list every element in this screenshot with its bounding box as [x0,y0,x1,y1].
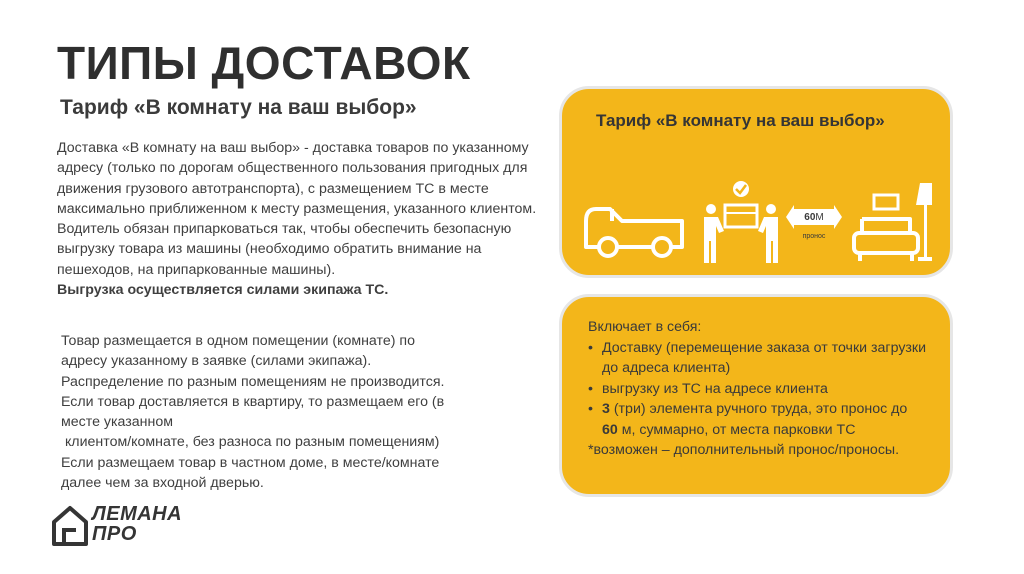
list-item-text: м, суммарно, от места парковки ТС [617,421,856,438]
list-item [588,399,933,440]
placement-line-3: Распределение по разным помещениям не производится. [61,373,445,390]
bullet-mark: • [588,401,593,417]
placement-line-1: Товар размещается в одном помещении (комнате) по [61,333,415,349]
description-paragraph [57,138,547,300]
list-item-bold: 3 [602,401,610,417]
list-item [588,338,933,379]
placement-line-6: Если размещаем товар в частном доме, в месте/комнате далее чем за входной дверью. [61,454,440,492]
sofa-icon [854,219,918,261]
list-item-text: выгрузку из ТС на адресе клиента [602,380,828,397]
tariff-illustration-card [559,86,953,278]
bullet-mark: • [588,339,593,356]
tariff-card-title: Тариф «В комнату на ваш выбор» [596,111,885,130]
description-text-1: Доставка «В комнату на ваш выбор» - доставка товаров по указанному адресу (только по дорогам общественного пользования пригодных для движения грузового автотранспорта), с размещением ТС в месте максимально приближенном к месту размещения, указанного клиентом. [57,140,537,217]
delivery-illustration [582,179,932,269]
logo-line-1: ЛЕМАНА [92,503,183,525]
company-logo [52,502,202,548]
description-text-2: Водитель обязан припарковаться так, чтобы обеспечить безопасную выгрузку товара из машины (необходимо обратить внимание на пешеходов, на припаркованные машины). [57,221,512,278]
bullet-mark: • [588,380,593,397]
house-logo-icon [52,504,88,546]
list-item [588,379,933,400]
placement-line-5: клиентом/комнате, без разноса по разным помещениям) [61,434,440,451]
distance-value: 60М [804,212,824,223]
truck-icon [586,209,682,256]
page-subtitle: Тариф «В комнату на ваш выбор» [60,96,417,119]
list-item-text: Доставку (перемещение заказа от точки загрузки до адреса клиента) [602,339,927,376]
placement-line-4: Если товар доставляется в квартиру, то размещаем его (в месте указанном [61,393,445,431]
logo-text [92,504,182,544]
distance-badge [786,205,842,240]
placement-line-2: адресу указанному в заявке (силами экипажа). [61,353,372,370]
logo-line-2: ПРО [92,523,137,545]
list-item-text: (три) элемента ручного труда, это пронос до [609,401,908,417]
movers-with-box-icon [704,204,778,263]
includes-list [588,338,933,441]
tariff-includes-card [559,294,953,497]
checkmark-icon [733,181,749,197]
list-item-bold: 60 [602,421,618,438]
includes-intro: Включает в себя: [588,319,702,335]
includes-footnote: *возможен – дополнительный пронос/проносы. [588,442,900,458]
picture-frame-icon [874,195,898,209]
placement-paragraph [61,331,481,493]
distance-caption: пронос [802,233,826,240]
page-title: ТИПЫ ДОСТАВОК [57,37,471,89]
description-text-3: Выгрузка осуществляется силами экипажа ТС. [57,282,389,299]
